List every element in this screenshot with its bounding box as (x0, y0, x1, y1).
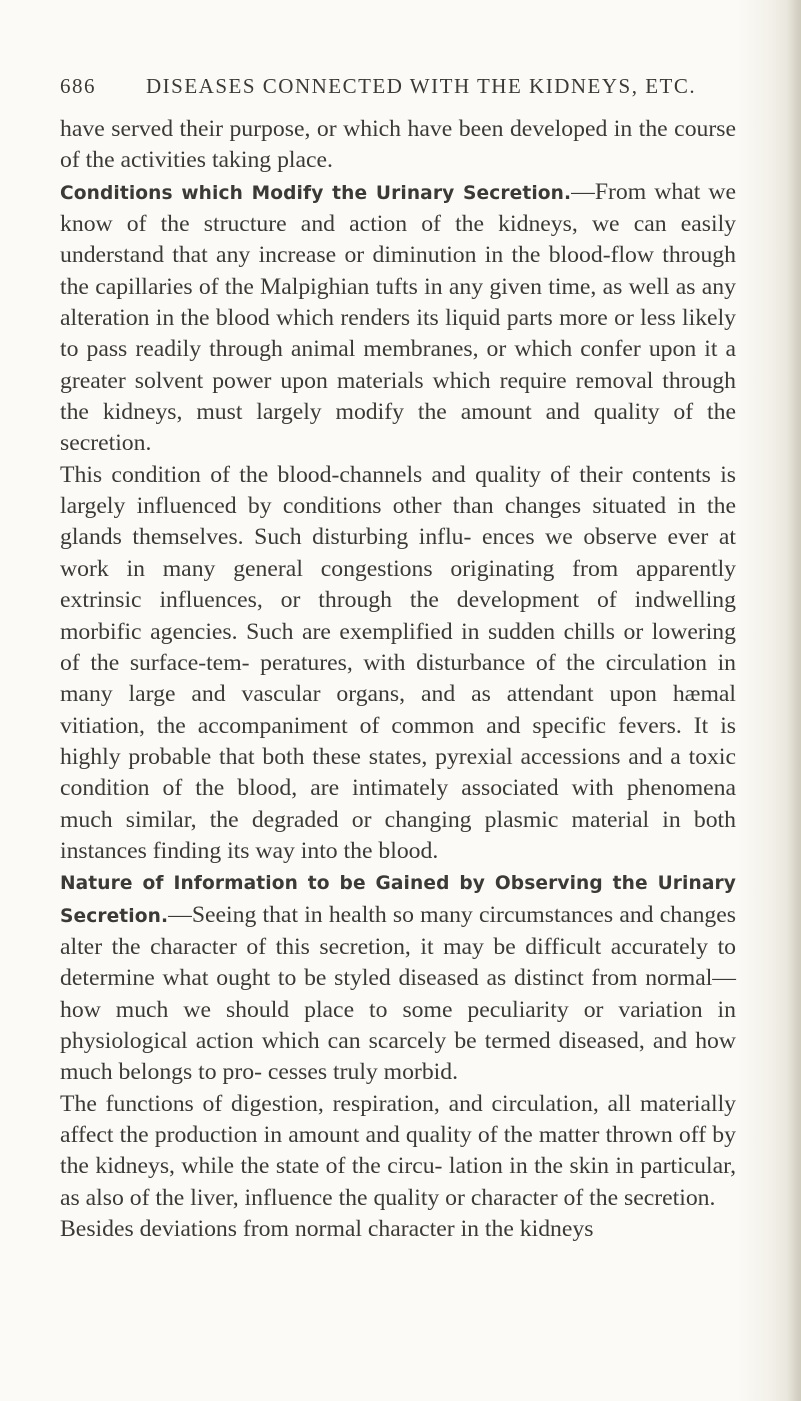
running-head: DISEASES CONNECTED WITH THE KIDNEYS, ETC. (146, 74, 697, 98)
paragraph (60, 1214, 736, 1245)
paragraph-text: —Seeing that in health so many circumstances and changes alter the character of this secretion, it may be difficult accurately to determine what ought to be styled diseased as distinct from normal—how much we should place to some peculiarity or variation in physiological action which can scarcely be termed diseased, and how much belongs to pro- cesses truly morbid. (60, 901, 736, 1086)
paragraph (60, 1089, 736, 1214)
page-header (60, 74, 736, 114)
body-text (60, 114, 736, 1245)
paragraph (60, 114, 736, 177)
paragraph (60, 177, 736, 460)
section-heading: Nature of Information to be Gained by Observing the Urinary Secretion. (60, 873, 736, 927)
paragraph-text: —From what we know of the structure and action of the kidneys, we can easily understand that any increase or diminution in the blood-flow through the capillaries of the Malpighian tufts in any given time, as well as any alteration in the blood which renders its liquid parts more or less likely to pass readily through animal membranes, or which confer upon it a greater solvent power upon materials which require removal through the kidneys, must largely modify the amount and quality of the secretion. (60, 178, 736, 457)
page-edge-shadow (787, 0, 801, 1401)
paragraph-text: have served their purpose, or which have been developed in the course of the activities taking place. (60, 116, 736, 174)
page-number: 686 (60, 74, 96, 98)
section-heading: Conditions which Modify the Urinary Secretion. (60, 182, 572, 204)
paragraph-text: This condition of the blood-channels and quality of their contents is largely influenced by conditions other than changes situated in the glands themselves. Such disturbing influ- ences we observe ever at work in many general congestions originating from apparently extrinsic influences, or through the development of indwelling morbific agencies. Such are exemplified in sudden chills or lowering of the surface-tem- peratures, with disturbance of the circulation in many large and vascular organs, and as attendant upon hæmal vitiation, the accompaniment of common and specific fevers. It is highly probable that both these states, pyrexial accessions and a toxic condition of the blood, are intimately associated with phenomena much similar, the degraded or changing plasmic material in both instances finding its way into the blood. (60, 461, 736, 864)
paragraph-text: Besides deviations from normal character in the kidneys (60, 1216, 594, 1243)
paragraph-text: The functions of digestion, respiration, and circulation, all materially affect the production in amount and quality of the matter thrown off by the kidneys, while the state of the circu- lation in the skin in particular, as also of the liver, influence the quality or character of the secretion. (60, 1090, 736, 1211)
page-content (60, 74, 736, 1245)
paragraph (60, 867, 736, 1088)
paragraph (60, 460, 736, 867)
